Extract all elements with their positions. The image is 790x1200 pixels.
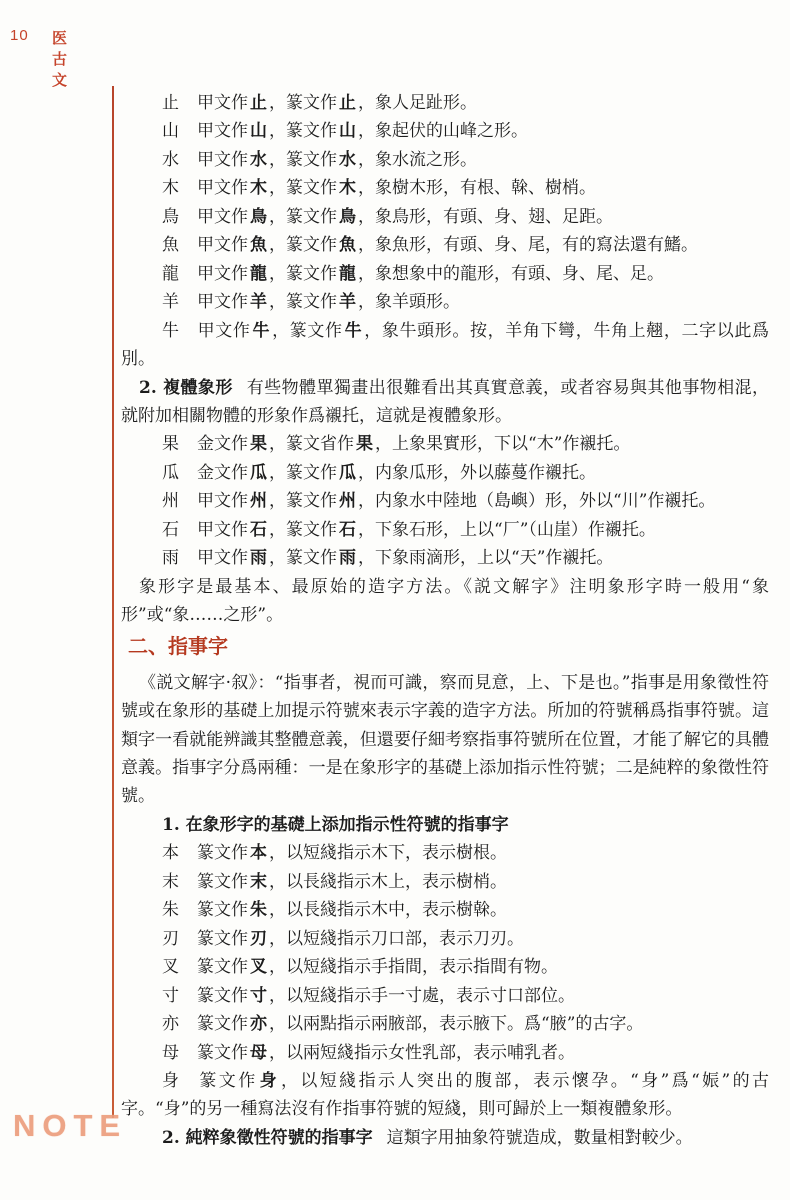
- entry-headword: 石: [162, 519, 179, 540]
- note-label: NOTE: [13, 1108, 128, 1143]
- entry-text: 甲文作: [197, 263, 248, 284]
- book-title: 医古文: [52, 30, 70, 89]
- entry-text: ，象鳥形，有頭、身、翅、足距。: [358, 206, 613, 227]
- paragraph-text: 象形字是最基本、最原始的造字方法。《説文解字》注明象形字時一般用“象形”或“象……之形”。: [121, 576, 769, 626]
- entry-text: 篆文作: [197, 900, 248, 921]
- ancient-script-glyph: 山: [339, 121, 356, 142]
- ancient-script-glyph: 州: [339, 491, 356, 512]
- ancient-script-glyph: 鳥: [250, 206, 267, 227]
- page-number: 10: [10, 27, 29, 44]
- entry-headword: 雨: [162, 548, 179, 569]
- entry-headword: 刃: [162, 928, 179, 949]
- entry-headword: 身: [162, 1070, 182, 1091]
- ancient-script-glyph: 羊: [339, 292, 356, 313]
- entry-text: ，象水流之形。: [358, 149, 477, 170]
- entry-headword: 魚: [162, 235, 179, 256]
- entry-headword: 叉: [162, 957, 179, 978]
- entry-text: 甲文作: [197, 149, 248, 170]
- entry-row: [121, 1067, 769, 1124]
- entry-row: [121, 89, 769, 117]
- entry-row: [121, 117, 769, 145]
- paragraph: [121, 573, 769, 630]
- entry-row: [121, 839, 769, 867]
- entry-text: 篆文作: [199, 1070, 258, 1091]
- entry-text: ，以長綫指示木中，表示樹榦。: [269, 900, 507, 921]
- entry-text: ，以短綫指示人突出的腹部，表示懷孕。“身”爲“娠”的古字。“身”的另一種寫法沒有作指事符號的短綫，則可歸於上一類複體象形。: [121, 1070, 770, 1120]
- ancient-script-glyph: 山: [250, 121, 267, 142]
- entry-headword: 龍: [162, 263, 179, 284]
- entry-row: [121, 288, 769, 316]
- paragraph-text: 《説文解字·叙》：“指事者，視而可識，察而見意，上、下是也。”指事是用象徵性符號或在象形的基礎上加提示符號來表示字義的造字方法。所加的符號稱爲指事符號。這類字一看就能辨識其整體意義，但還要仔細考察指事符號所在位置，才能了解它的具體意義。指事字分爲兩種：一是在象形字的基礎上添加指示性符號；二是純粹的象徵性符號。: [121, 672, 769, 807]
- ancient-script-glyph: 雨: [339, 548, 356, 569]
- entry-headword: 州: [162, 491, 179, 512]
- ancient-script-glyph: 母: [250, 1042, 267, 1063]
- entry-row: [121, 544, 769, 572]
- ancient-script-glyph: 亦: [250, 1014, 267, 1035]
- ancient-script-glyph: 止: [250, 93, 267, 113]
- paragraph: [121, 374, 769, 431]
- entry-text: 甲文作: [197, 320, 251, 341]
- entry-text: ，篆文作: [269, 519, 337, 540]
- entry-text: ，内象瓜形，外以藤蔓作襯托。: [358, 462, 596, 483]
- entry-text: 甲文作: [197, 519, 248, 540]
- ancient-script-glyph: 身: [259, 1070, 279, 1091]
- entry-headword: 山: [162, 121, 179, 142]
- entry-text: ，以短綫指示手一寸處，表示寸口部位。: [269, 985, 575, 1006]
- ancient-script-glyph: 羊: [250, 292, 267, 313]
- ancient-script-glyph: 雨: [250, 548, 267, 569]
- entry-text: 甲文作: [197, 178, 248, 199]
- ancient-script-glyph: 牛: [344, 320, 363, 341]
- entry-text: 甲文作: [197, 206, 248, 227]
- entry-row: [121, 203, 769, 231]
- entry-text: 篆文作: [197, 1042, 248, 1063]
- ancient-script-glyph: 木: [339, 178, 356, 199]
- entry-text: 篆文作: [197, 1014, 248, 1035]
- entry-row: [121, 459, 769, 487]
- entry-row: [121, 925, 769, 953]
- entry-text: 甲文作: [197, 292, 248, 313]
- entry-headword: 水: [162, 149, 179, 170]
- entry-headword: 朱: [162, 900, 179, 921]
- content-blocks: [121, 89, 769, 1152]
- entry-text: ，篆文作: [269, 178, 337, 199]
- ancient-script-glyph: 瓜: [250, 462, 267, 483]
- entry-row: [121, 953, 769, 981]
- entry-headword: 寸: [162, 985, 179, 1006]
- entry-text: ，象樹木形，有根、榦、樹梢。: [358, 178, 596, 199]
- ancient-script-glyph: 末: [250, 871, 267, 892]
- paragraph-lead: 2. 複體象形: [139, 377, 233, 398]
- entry-row: [121, 174, 769, 202]
- entry-text: ，内象水中陸地（島嶼）形，外以“川”作襯托。: [358, 491, 716, 512]
- entry-row: [121, 1010, 769, 1038]
- entry-text: ，以短綫指示刀口部，表示刀刃。: [269, 928, 524, 949]
- entry-row: [121, 516, 769, 544]
- entry-text: 甲文作: [197, 548, 248, 569]
- entry-text: ，以兩點指示兩腋部，表示腋下。爲“腋”的古字。: [269, 1014, 644, 1035]
- ancient-script-glyph: 寸: [250, 985, 267, 1006]
- content-column: [121, 89, 769, 1152]
- entry-text: ，篆文作: [269, 462, 337, 483]
- entry-text: ，以兩短綫指示女性乳部，表示哺乳者。: [269, 1042, 575, 1063]
- entry-text: ，上象果實形，下以“木”作襯托。: [375, 434, 631, 455]
- entry-text: ，象起伏的山峰之形。: [358, 121, 528, 142]
- left-accent-rule: [112, 86, 114, 1118]
- entry-headword: 羊: [162, 292, 179, 313]
- entry-text: ，以短綫指示木下，表示樹根。: [269, 843, 507, 864]
- entry-text: ，以短綫指示手指間，表示指間有物。: [269, 957, 558, 978]
- entry-row: [121, 982, 769, 1010]
- entry-headword: 亦: [162, 1014, 179, 1035]
- ancient-script-glyph: 刃: [250, 928, 267, 949]
- entry-row: [121, 146, 769, 174]
- paragraph: [121, 669, 769, 811]
- ancient-script-glyph: 魚: [339, 235, 356, 256]
- ancient-script-glyph: 鳥: [339, 206, 356, 227]
- ancient-script-glyph: 朱: [250, 900, 267, 921]
- entry-text: ，篆文省作: [269, 434, 354, 455]
- entry-text: 甲文作: [197, 121, 248, 142]
- ancient-script-glyph: 龍: [250, 263, 267, 284]
- entry-text: ，下象雨滴形，上以“天”作襯托。: [358, 548, 614, 569]
- entry-text: ，篆文作: [269, 292, 337, 313]
- ancient-script-glyph: 水: [250, 149, 267, 170]
- entry-row: [121, 868, 769, 896]
- entry-headword: 果: [162, 434, 179, 455]
- paragraph-text: 這類字用抽象符號造成，數量相對較少。: [386, 1127, 693, 1148]
- ancient-script-glyph: 木: [250, 178, 267, 199]
- ancient-script-glyph: 果: [356, 434, 373, 455]
- entry-text: ，象魚形，有頭、身、尾，有的寫法還有鰭。: [358, 235, 698, 256]
- ancient-script-glyph: 石: [250, 519, 267, 540]
- entry-text: ，篆文作: [269, 93, 337, 113]
- entry-text: 篆文作: [197, 928, 248, 949]
- entry-headword: 瓜: [162, 462, 179, 483]
- ancient-script-glyph: 果: [250, 434, 267, 455]
- entry-text: ，篆文作: [269, 206, 337, 227]
- entry-headword: 本: [162, 843, 179, 864]
- entry-row: [121, 487, 769, 515]
- ancient-script-glyph: 止: [339, 93, 356, 113]
- entry-row: [121, 260, 769, 288]
- subsection-heading: 1. 在象形字的基礎上添加指示性符號的指事字: [162, 814, 509, 835]
- ancient-script-glyph: 龍: [339, 263, 356, 284]
- ancient-script-glyph: 叉: [250, 957, 267, 978]
- entry-text: ，以長綫指示木上，表示樹梢。: [269, 871, 507, 892]
- entry-headword: 鳥: [162, 206, 179, 227]
- ancient-script-glyph: 水: [339, 149, 356, 170]
- entry-text: ，象想象中的龍形，有頭、身、尾、足。: [358, 263, 664, 284]
- ancient-script-glyph: 魚: [250, 235, 267, 256]
- entry-text: 甲文作: [197, 491, 248, 512]
- entry-headword: 母: [162, 1042, 179, 1063]
- entry-text: 甲文作: [197, 235, 248, 256]
- entry-row: [121, 1039, 769, 1067]
- note-stamp: [13, 1108, 127, 1144]
- ancient-script-glyph: 本: [250, 843, 267, 864]
- entry-headword: 止: [162, 93, 179, 113]
- ancient-script-glyph: 州: [250, 491, 267, 512]
- entry-headword: 木: [162, 178, 179, 199]
- entry-text: 篆文作: [197, 985, 248, 1006]
- entry-text: 篆文作: [197, 871, 248, 892]
- entry-headword: 末: [162, 871, 179, 892]
- entry-text: ，篆文作: [272, 320, 343, 341]
- entry-row: [121, 430, 769, 458]
- paragraph-text: 有些物體單獨畫出很難看出其真實意義，或者容易與其他事物相混，就附加相關物體的形象作爲襯托，這就是複體象形。: [121, 377, 770, 426]
- paragraph: [121, 1124, 769, 1152]
- entry-text: ，象羊頭形。: [358, 292, 460, 313]
- entry-text: ，下象石形，上以“厂”（山崖）作襯托。: [358, 519, 656, 540]
- entry-text: 篆文作: [197, 843, 248, 864]
- entry-text: ，象人足趾形。: [358, 93, 477, 113]
- entry-text: 金文作: [197, 462, 248, 483]
- entry-text: ，篆文作: [269, 491, 337, 512]
- paragraph-lead: 2. 純粹象徵性符號的指事字: [162, 1127, 373, 1148]
- entry-text: 篆文作: [197, 957, 248, 978]
- entry-text: ，篆文作: [269, 548, 337, 569]
- entry-row: [121, 896, 769, 924]
- entry-text: ，篆文作: [269, 121, 337, 142]
- entry-text: 金文作: [197, 434, 248, 455]
- entry-text: ，篆文作: [269, 263, 337, 284]
- ancient-script-glyph: 牛: [252, 320, 271, 341]
- entry-text: 甲文作: [197, 93, 248, 113]
- entry-text: ，篆文作: [269, 149, 337, 170]
- entry-row: [121, 317, 769, 374]
- entry-row: [121, 231, 769, 259]
- entry-text: ，象牛頭形。按，羊角下彎，牛角上翹，二字以此爲別。: [121, 320, 769, 370]
- ancient-script-glyph: 瓜: [339, 462, 356, 483]
- entry-headword: 牛: [162, 320, 180, 341]
- section-heading: 二、指事字: [128, 635, 228, 658]
- ancient-script-glyph: 石: [339, 519, 356, 540]
- entry-text: ，篆文作: [269, 235, 337, 256]
